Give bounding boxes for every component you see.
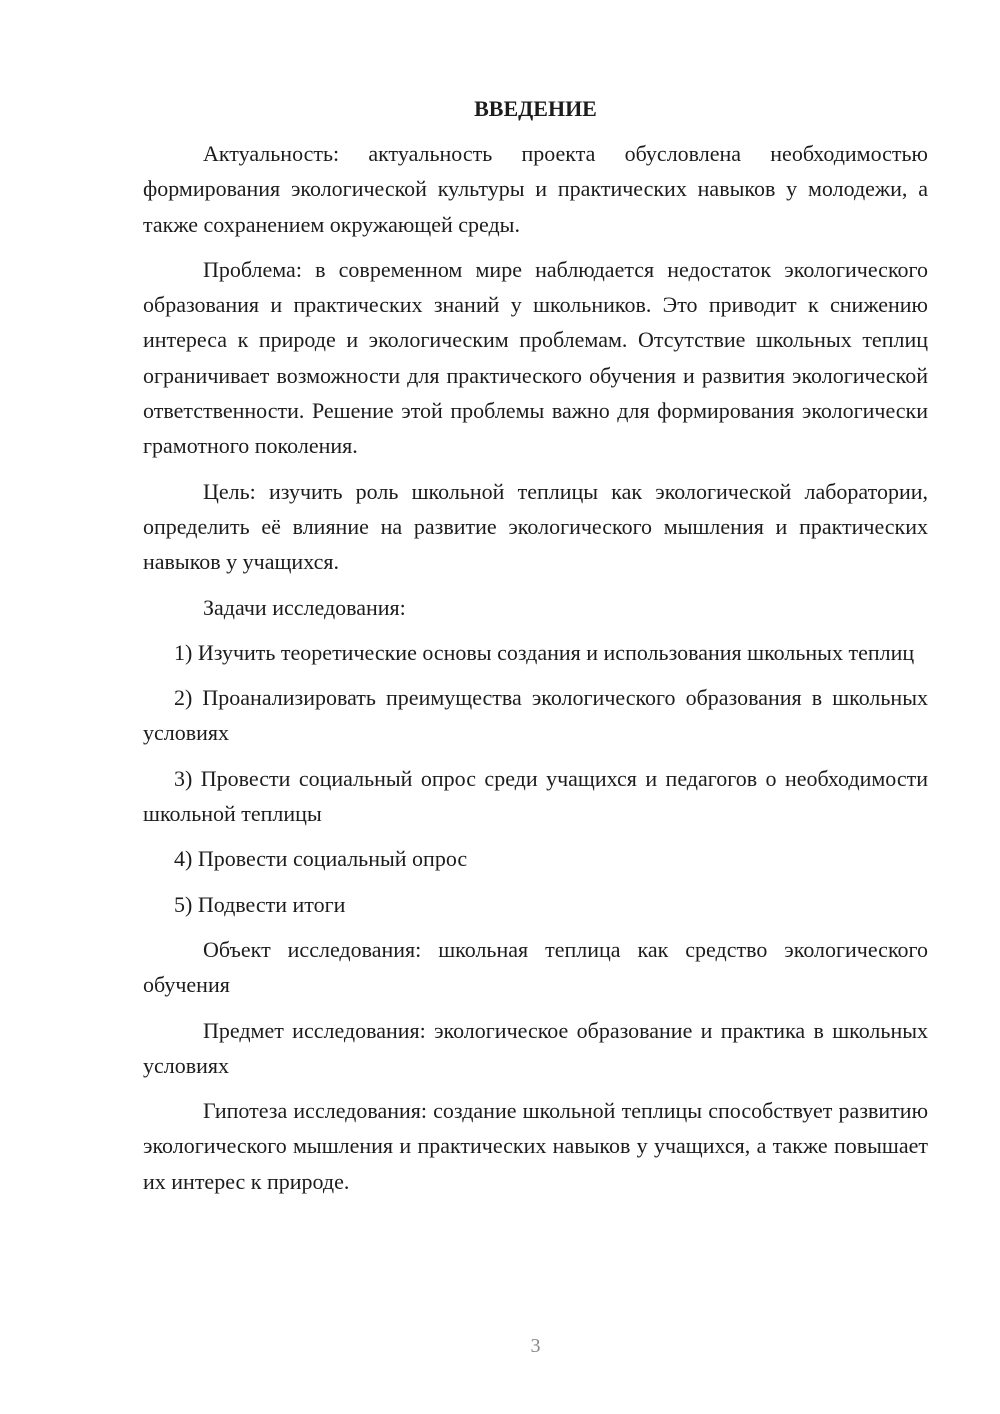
goal-paragraph: Цель: изучить роль школьной теплицы как экологической лаборатории, определить её влияние на развитие экологического мышления и практических навыков у учащихся. <box>143 478 928 575</box>
task-item-4: 4) Провести социальный опрос <box>174 846 468 872</box>
task-item-1: 1) Изучить теоретические основы создания и использования школьных теплиц <box>174 639 915 665</box>
subject-paragraph: Предмет исследования: экологическое образование и практика в школьных условиях <box>143 1017 928 1078</box>
tasks-heading: Задачи исследования: <box>203 594 406 620</box>
object-paragraph: Объект исследования: школьная теплица как средство экологического обучения <box>143 936 928 998</box>
task-item-5: 5) Подвести итоги <box>174 891 346 917</box>
document-page <box>143 94 928 1209</box>
problem-paragraph: Проблема: в современном мире наблюдается недостаток экологического образования и практических знаний у школьников. Это приводит к снижению интереса к природе и экологическим проблемам. Отсутствие школьных теплиц ограничивает возможности для практического обучения и развития экологической ответственности. Решение этой проблемы важно для формирования экологически грамотного поколения. <box>143 256 928 459</box>
task-item-2: 2) Проанализировать преимущества экологического образования в школьных условиях <box>143 685 928 746</box>
hypothesis-paragraph: Гипотеза исследования: создание школьной теплицы способствует развитию экологического мышления и практических навыков у учащихся, а также повышает их интерес к природе. <box>143 1098 928 1194</box>
page-title: ВВЕДЕНИЕ <box>474 96 597 121</box>
task-item-3: 3) Провести социальный опрос среди учащихся и педагогов о необходимости школьной теплицы <box>143 765 928 827</box>
page-number: 3 <box>530 1335 541 1357</box>
relevance-paragraph: Актуальность: актуальность проекта обусловлена необходимостью формирования экологической культуры и практических навыков у молодежи, а также сохранением окружающей среды. <box>143 141 928 237</box>
